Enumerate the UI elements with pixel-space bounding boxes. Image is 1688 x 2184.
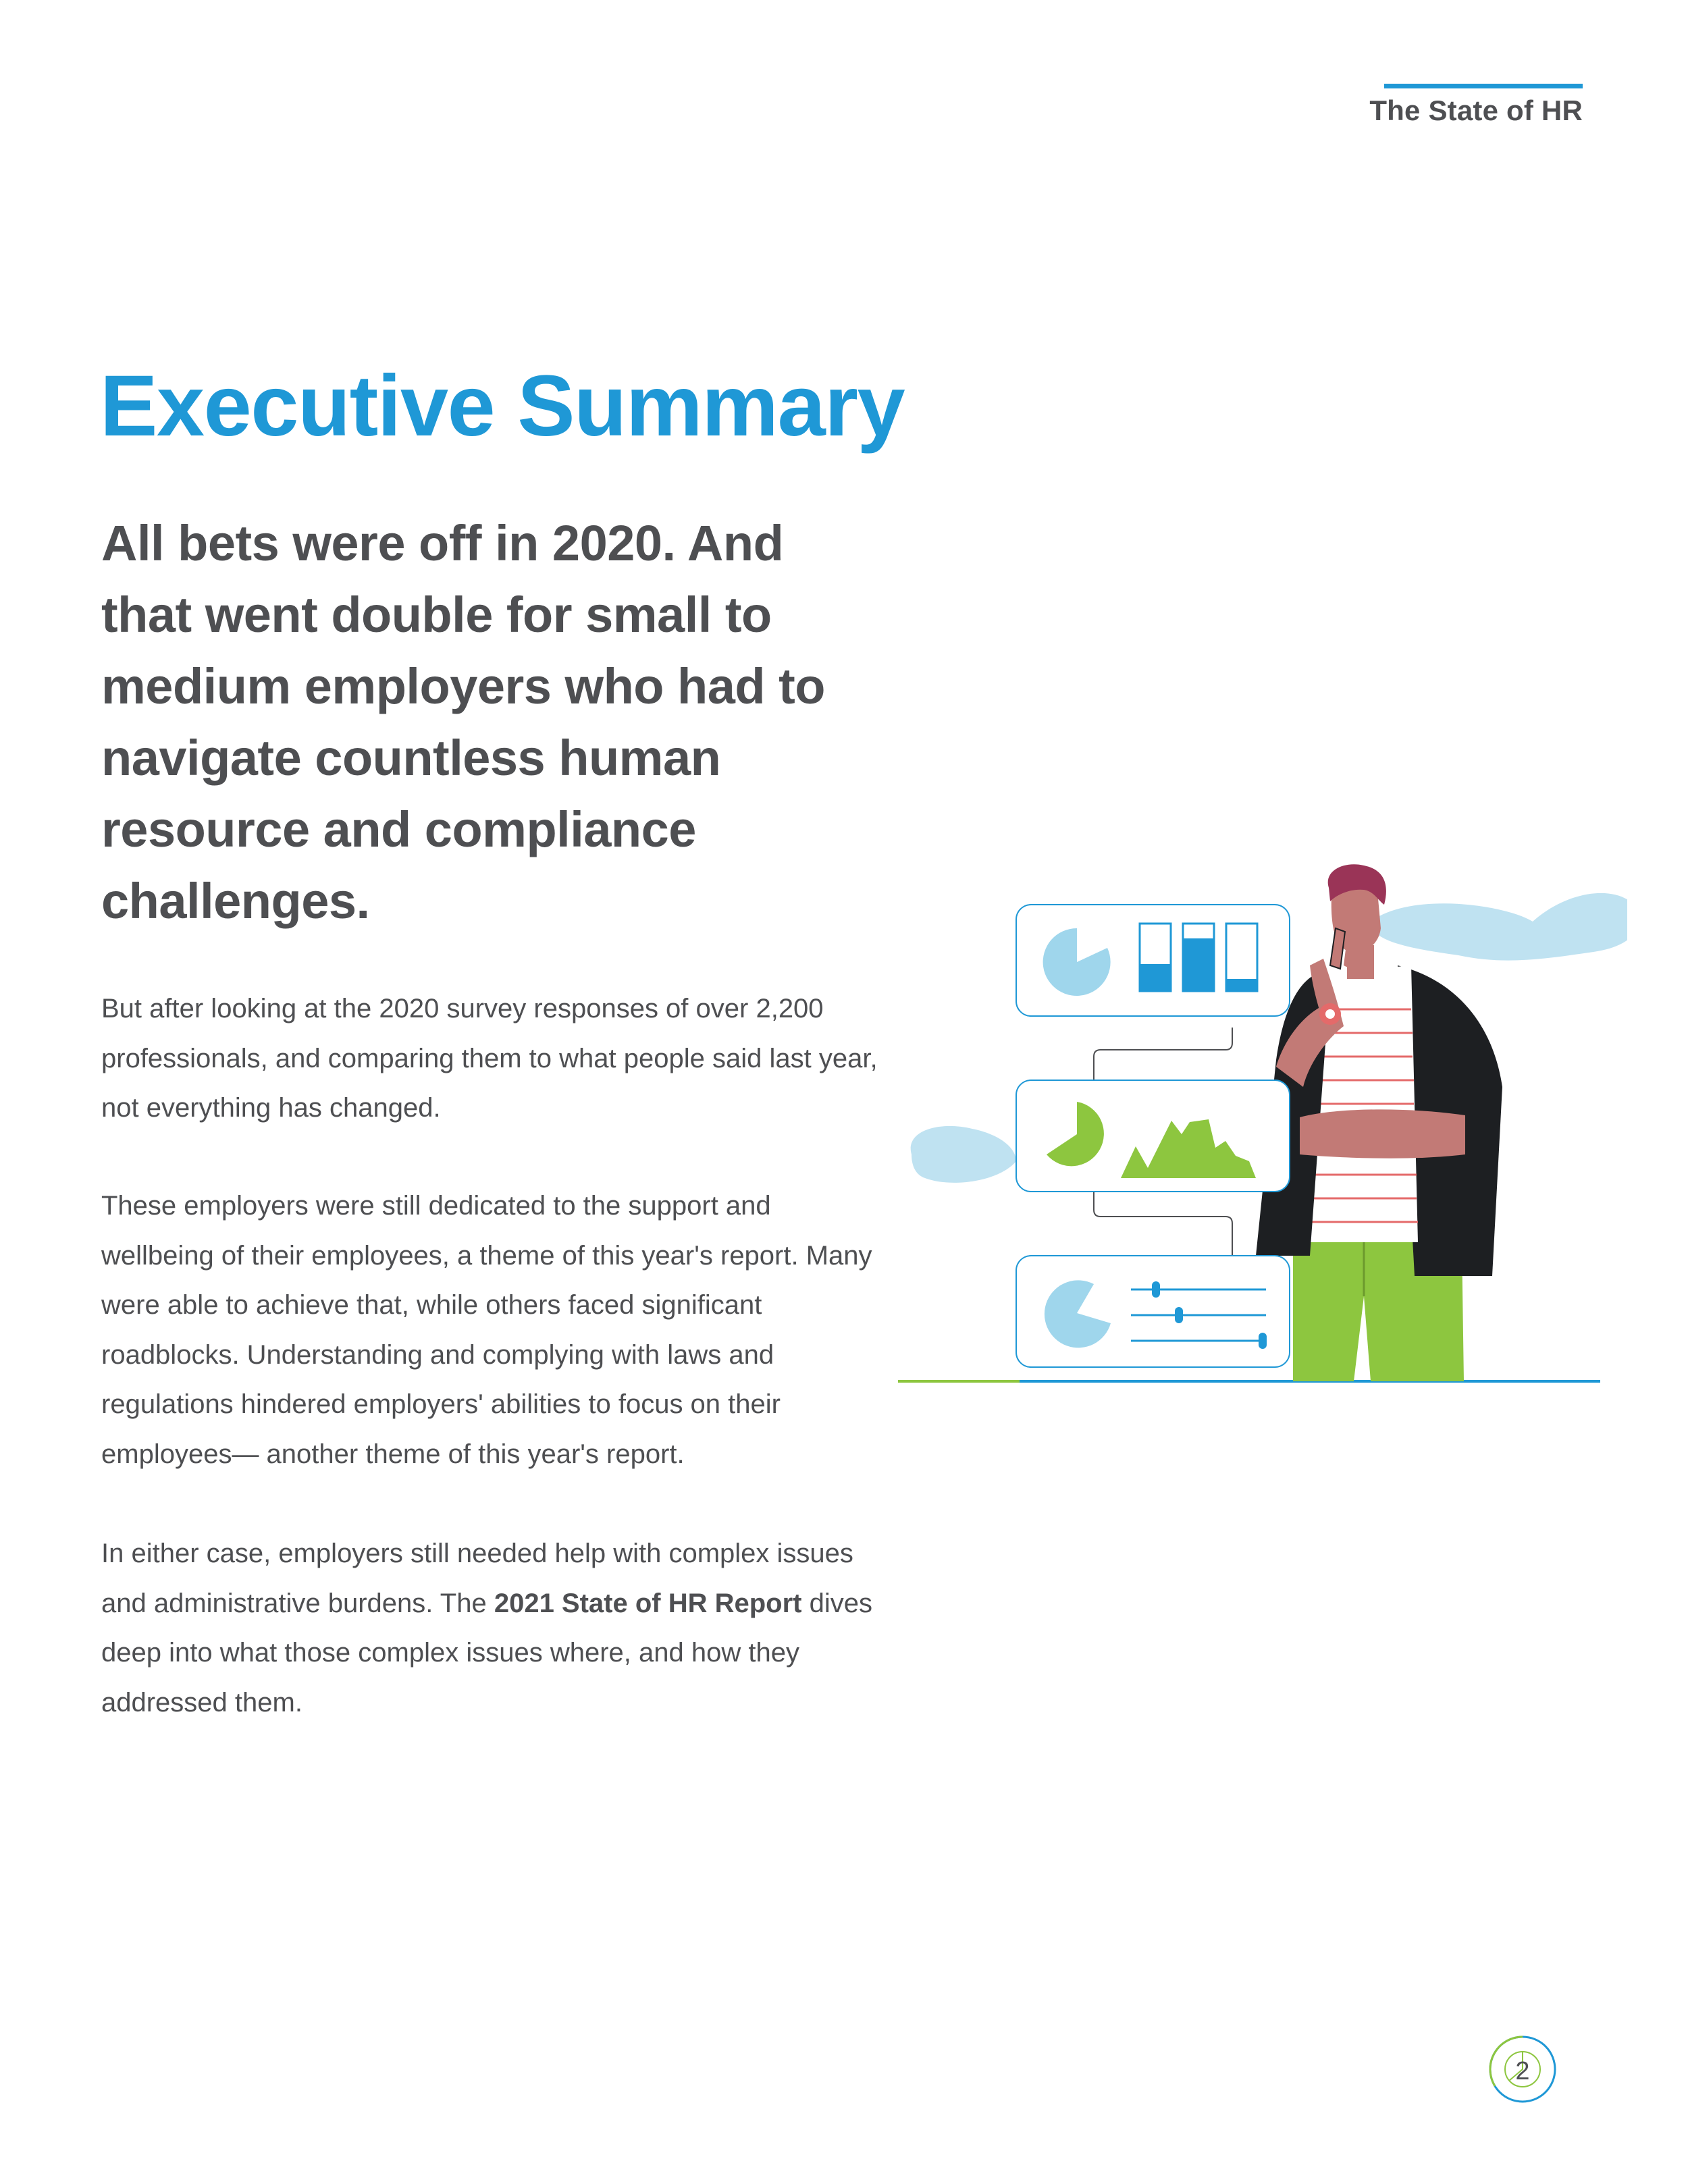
paragraph-3-text-end: dives deep into what those complex issues where, and how they addressed them. xyxy=(101,1588,872,1717)
cloud-left-icon xyxy=(911,1126,1016,1183)
connector-line-2 xyxy=(1094,1188,1232,1256)
analytics-illustration xyxy=(898,864,1627,1404)
report-name-bold: 2021 State of HR Report xyxy=(494,1588,802,1618)
body-paragraph-3 xyxy=(101,1529,878,1728)
bar-chart-icon xyxy=(1140,924,1257,991)
page-number-badge xyxy=(1485,2032,1560,2106)
connector-line-1 xyxy=(1094,1028,1232,1084)
lede-paragraph: All bets were off in 2020. And that went double for small to medium employers who had to navigate countless human resource and compliance challenges. xyxy=(101,515,826,929)
ground-line-accent xyxy=(898,1380,1020,1383)
paragraph-3-text-start: In either case, employers still needed help with complex issues and administrative burdens. The xyxy=(101,1539,853,1618)
cloud-right-icon xyxy=(1371,893,1627,961)
header-rule xyxy=(1384,84,1583,88)
page-title: Executive Summary xyxy=(100,358,905,454)
body-paragraph-1: But after looking at the 2020 survey responses of over 2,200 professionals, and comparing them to what people said last year, not everything has changed. xyxy=(101,994,878,1123)
body-paragraph-2: These employers were still dedicated to the support and wellbeing of their employees, a theme of this year's report. Many were able to achieve that, while others faced significant roadblocks. Understanding and complying with laws and regulations hindered employers' abilities to focus on their employees— another theme of this year's report. xyxy=(101,1191,872,1469)
running-header: The State of HR xyxy=(1369,95,1583,126)
page-number: 2 xyxy=(1515,2057,1530,2085)
